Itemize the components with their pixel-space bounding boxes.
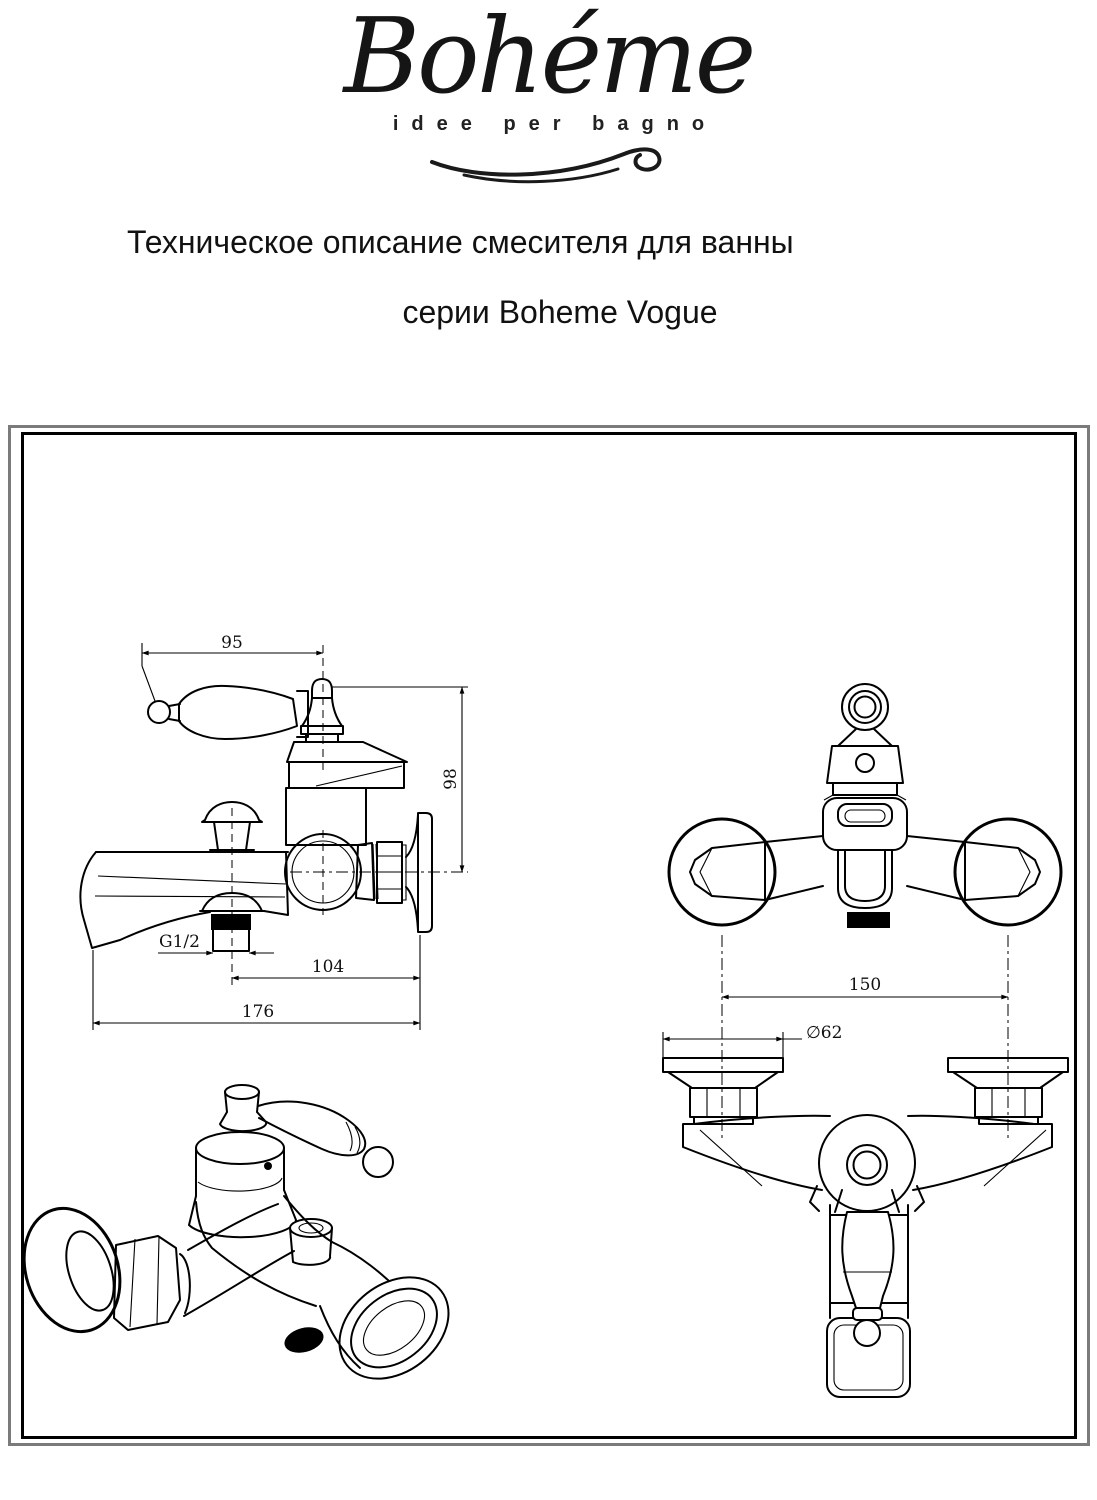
- dim-62-label: ∅62: [806, 1023, 843, 1043]
- perspective-view: [16, 1085, 468, 1400]
- side-view: [80, 633, 468, 1030]
- bottom-view: [663, 1058, 1068, 1397]
- dim-thread-label: G1/2: [159, 932, 200, 952]
- top-view: [663, 684, 1061, 1138]
- document-title: Техническое описание смесителя для ванны: [127, 224, 794, 260]
- brand-tagline: idee per bagno: [392, 113, 718, 135]
- dim-95-label: 95: [221, 633, 243, 653]
- logo-swash-icon: [428, 138, 668, 188]
- brand-logo: [0, 0, 1097, 200]
- dim-98-label: 98: [441, 768, 461, 790]
- dim-150-label: 150: [848, 975, 882, 995]
- technical-drawing: [16, 438, 1080, 1438]
- dim-104-label: 104: [311, 957, 345, 977]
- document-subtitle: серии Boheme Vogue: [402, 294, 718, 330]
- dim-176-label: 176: [241, 1002, 275, 1022]
- brand-name: Bohéme: [343, 0, 754, 117]
